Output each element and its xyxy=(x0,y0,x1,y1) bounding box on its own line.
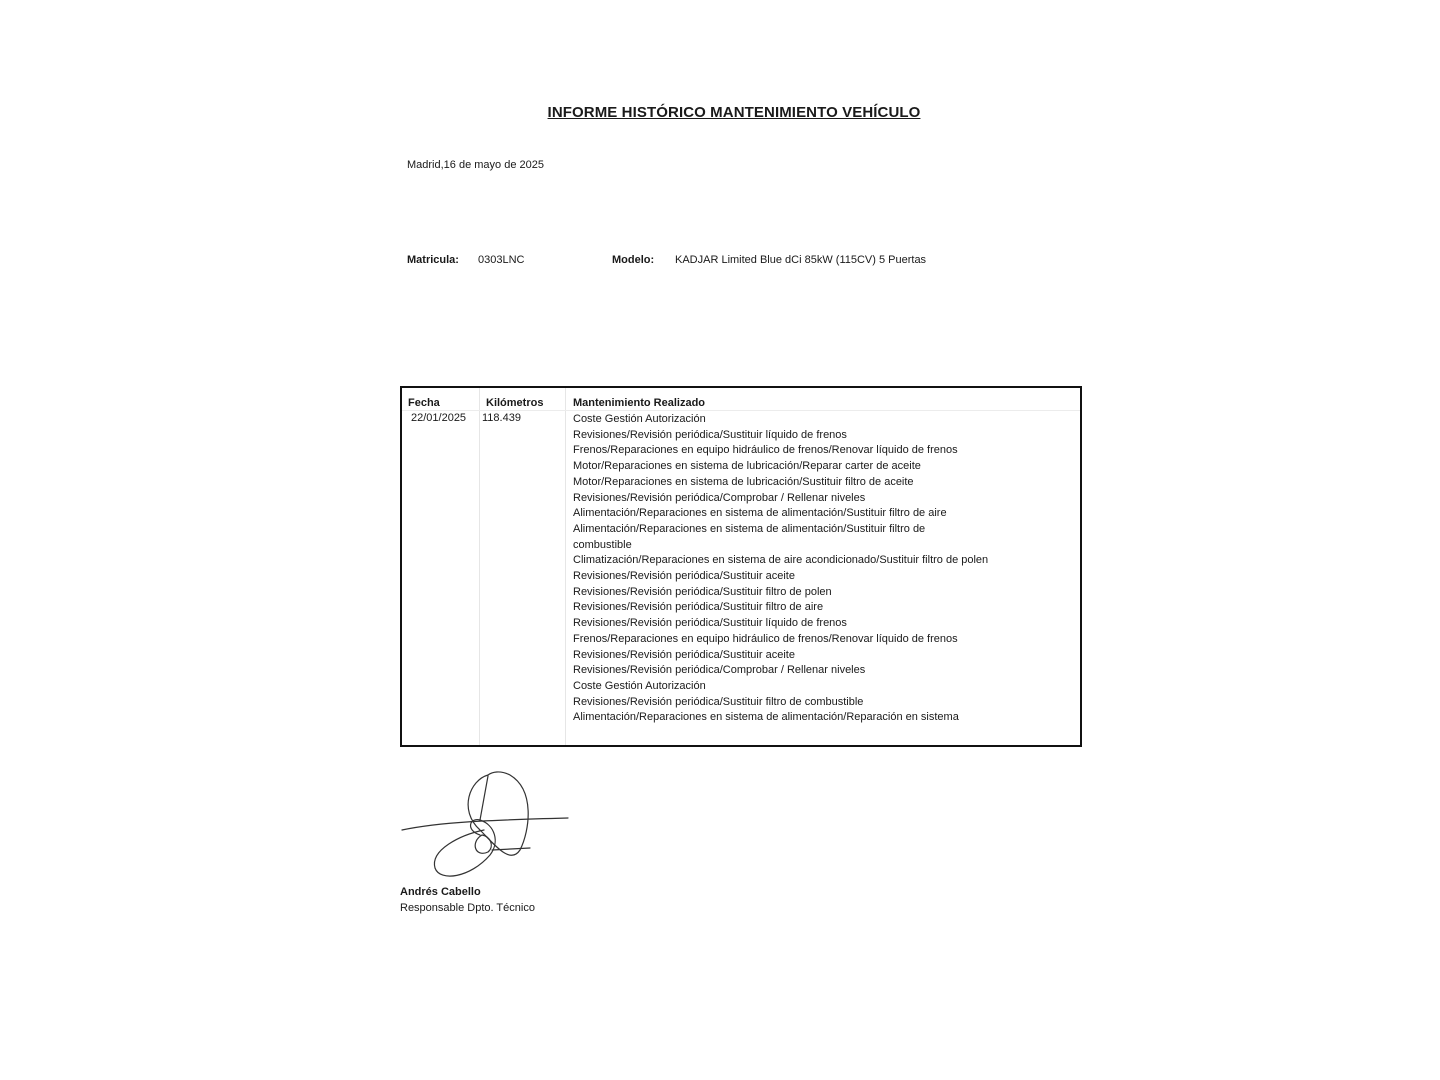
maintenance-item: Coste Gestión Autorización xyxy=(573,413,706,425)
maintenance-item: Motor/Reparaciones en sistema de lubricación/Reparar carter de aceite xyxy=(573,460,921,473)
maintenance-table xyxy=(400,386,1082,747)
document-title: INFORME HISTÓRICO MANTENIMIENTO VEHÍCULO xyxy=(547,104,921,121)
column-divider xyxy=(479,388,480,745)
model-label xyxy=(612,254,654,266)
maintenance-item: Motor/Reparaciones en sistema de lubricación/Sustituir filtro de aceite xyxy=(573,475,914,488)
maintenance-item: Alimentación/Reparaciones en sistema de alimentación/Sustituir filtro de aire xyxy=(573,507,947,520)
row-km: 118.439 xyxy=(482,412,521,424)
maintenance-item: Climatización/Reparaciones en sistema de aire acondicionado/Sustituir filtro de polen xyxy=(573,554,989,567)
maintenance-item: Revisiones/Revisión periódica/Sustituir líquido de frenos xyxy=(573,617,847,630)
maintenance-item: Alimentación/Reparaciones en sistema de alimentación/Reparación en sistema xyxy=(573,711,959,724)
maintenance-item: Revisiones/Revisión periódica/Comprobar / Rellenar niveles xyxy=(573,664,866,677)
maintenance-item: Revisiones/Revisión periódica/Sustituir filtro de aire xyxy=(573,601,824,614)
model-value: KADJAR Limited Blue dCi 85kW (115CV) 5 Puertas xyxy=(675,254,927,266)
plate-value: 0303LNC xyxy=(478,254,525,266)
maintenance-item: Revisiones/Revisión periódica/Sustituir filtro de polen xyxy=(573,585,832,598)
header-date: Fecha xyxy=(408,397,440,409)
maintenance-item: Coste Gestión Autorización xyxy=(573,679,706,692)
header-km: Kilómetros xyxy=(486,397,544,409)
maintenance-item: Alimentación/Reparaciones en sistema de alimentación/Sustituir filtro de combustible xyxy=(573,522,926,551)
plate-label xyxy=(407,254,459,266)
maintenance-item: Revisiones/Revisión periódica/Comprobar / Rellenar niveles xyxy=(573,491,866,504)
maintenance-items xyxy=(573,412,1013,726)
plate-label-text: Matricula: xyxy=(407,254,459,266)
maintenance-item: Frenos/Reparaciones en equipo hidráulico de frenos/Renovar líquido de frenos xyxy=(573,444,958,457)
signature-icon xyxy=(400,770,570,880)
column-divider xyxy=(565,388,566,745)
signer-role: Responsable Dpto. Técnico xyxy=(400,902,535,914)
maintenance-item: Revisiones/Revisión periódica/Sustituir filtro de combustible xyxy=(573,695,864,708)
place-date: Madrid,16 de mayo de 2025 xyxy=(407,159,544,171)
header-divider xyxy=(402,410,1080,411)
maintenance-item: Revisiones/Revisión periódica/Sustituir aceite xyxy=(573,648,795,661)
row-date: 22/01/2025 xyxy=(411,412,467,424)
signer-name: Andrés Cabello xyxy=(400,886,481,898)
model-label-text: Modelo: xyxy=(612,254,655,266)
header-maintenance: Mantenimiento Realizado xyxy=(573,397,706,409)
maintenance-item: Frenos/Reparaciones en equipo hidráulico de frenos/Renovar líquido de frenos xyxy=(573,632,958,645)
maintenance-item: Revisiones/Revisión periódica/Sustituir aceite xyxy=(573,570,795,583)
maintenance-item: Revisiones/Revisión periódica/Sustituir líquido de frenos xyxy=(573,428,847,441)
